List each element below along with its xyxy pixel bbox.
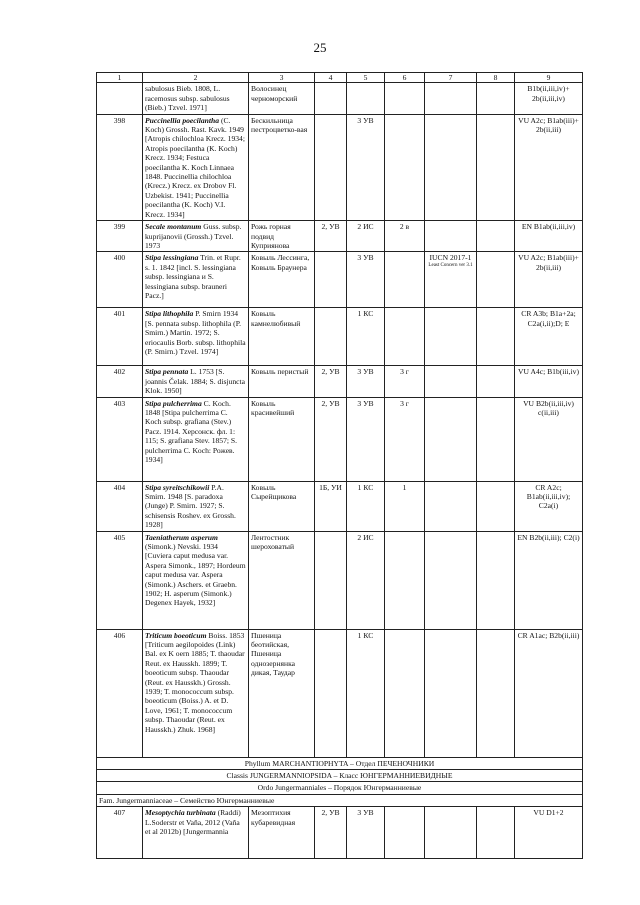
row-number: 404: [97, 481, 143, 531]
species-cell: [143, 308, 249, 366]
taxonomy-section-title: Ordo Jungermanniales – Порядок Юнгерманниевые: [97, 782, 583, 794]
taxonomy-section-row: [97, 757, 583, 769]
page-number: 25: [313, 40, 327, 55]
table-row: [97, 83, 583, 114]
status-c6: [385, 114, 425, 220]
status-c4: [315, 308, 347, 366]
status-c5: 1 КС: [347, 629, 385, 757]
table-row: [97, 481, 583, 531]
status-c7: [425, 397, 477, 481]
column-header: 3: [249, 73, 315, 83]
status-c7: [425, 366, 477, 397]
row-number: [97, 83, 143, 114]
species-name: Stipa pennata: [145, 367, 189, 377]
taxonomy-sections: [97, 757, 583, 807]
species-synonyms: (C. Koch) Grossh. Rast. Kavk. 1949 [Atropis chilochloa Krecz. 1934; Atropis poecilantha (K. Koch) Krecz. 1934; Festuca poecilantha K. Koch Linnaea 1848. Puccinellia chilochloa (Krecz.) Krecz. ex Drobov Fl. Uzbekist. 1941; Puccinellia poecilantha (K. Koch) V.I. Krecz. 1934]: [145, 115, 245, 219]
species-name: Mesoptychia turbinata: [145, 808, 216, 818]
status-c7: [425, 252, 477, 308]
status-c5: 1 КС: [347, 481, 385, 531]
status-c6: [385, 83, 425, 114]
status-c7: [425, 308, 477, 366]
row-number: 399: [97, 221, 143, 252]
iucn-category: Least Concern ver 3.1: [428, 262, 473, 268]
status-c8: [477, 252, 515, 308]
common-name: Волосинец черноморский: [249, 83, 315, 114]
iucn-criteria: VU A4c; B1b(iii,iv): [515, 366, 583, 397]
species-synonyms: Guss. subsp. kuprijanovii (Grossh.) Tzvel. 1973: [145, 222, 242, 250]
iucn-criteria: VU A2c; B1ab(iii)+ 2b(ii,iii): [515, 252, 583, 308]
species-cell: [143, 252, 249, 308]
taxonomy-section-row: [97, 782, 583, 794]
table-body-continued: [97, 807, 583, 859]
common-name: Ковыль красивейший: [249, 397, 315, 481]
status-c6: 3 г: [385, 366, 425, 397]
species-name: Secale montanum: [145, 222, 202, 232]
status-c7: [425, 221, 477, 252]
species-cell: [143, 481, 249, 531]
common-name: Ковыль Сырейщикова: [249, 481, 315, 531]
status-c5: [347, 83, 385, 114]
common-name: Ковыль Лессинга, Ковыль Браунера: [249, 252, 315, 308]
status-c5: 3 УВ: [347, 252, 385, 308]
species-cell: [143, 83, 249, 114]
status-c8: [477, 83, 515, 114]
iucn-status: IUCN 2017-1: [429, 253, 472, 263]
status-c4: 2, УВ: [315, 366, 347, 397]
species-name: Stipa lessingiana: [145, 253, 199, 263]
species-cell: [143, 807, 249, 859]
common-name: Ковыль перистый: [249, 366, 315, 397]
taxonomy-section-title: Fam. Jungermanniaceae – Семейство Юнгерманниевые: [97, 794, 583, 806]
status-c5: 3 УВ: [347, 397, 385, 481]
status-c8: [477, 308, 515, 366]
column-header: 7: [425, 73, 477, 83]
status-c6: [385, 807, 425, 859]
species-synonyms: (Raddi) L.Soderstr et Vaña, 2012 (Vaña et al 2012b) [Jungermannia: [145, 808, 241, 836]
common-name: Мезоптихия кубаревидная: [249, 807, 315, 859]
table-row: [97, 807, 583, 859]
table-row: [97, 252, 583, 308]
species-synonyms: Trin. et Rupr. s. 1. 1842 [incl. S. lessingiana subsp. lessingiana и S. lessingiana subsp. brauneri Pacz.]: [145, 253, 241, 300]
table-row: [97, 221, 583, 252]
column-header: 5: [347, 73, 385, 83]
status-c7: [425, 481, 477, 531]
iucn-criteria: EN B2b(ii,iii); C2(i): [515, 531, 583, 629]
taxonomy-section-row: [97, 769, 583, 781]
column-header: 1: [97, 73, 143, 83]
status-c5: 3 УВ: [347, 807, 385, 859]
status-c6: 1: [385, 481, 425, 531]
iucn-criteria: VU A2c; B1ab(iii)+ 2b(ii,iii): [515, 114, 583, 220]
status-c6: [385, 531, 425, 629]
status-c8: [477, 481, 515, 531]
species-synonyms: sabulosus Bieb. 1808, L. racemosus subsp. sabulosus (Bieb.) Tzvel. 1971]: [145, 84, 230, 113]
row-number: 401: [97, 308, 143, 366]
taxonomy-section-row: [97, 794, 583, 806]
species-name: Stipa pulcherrima: [145, 398, 202, 408]
column-header: 9: [515, 73, 583, 83]
iucn-criteria: CR A3b; B1a+2a; C2a(i,ii);D; E: [515, 308, 583, 366]
row-number: 398: [97, 114, 143, 220]
species-name: Triticum boeoticum: [145, 630, 207, 640]
common-name: Ковыль камнелюбивый: [249, 308, 315, 366]
common-name: Рожь горная подвид Куприянова: [249, 221, 315, 252]
species-name: Taeniatherum asperum: [145, 532, 218, 542]
iucn-criteria: CR A2c; B1ab(ii,iii,iv); C2a(i): [515, 481, 583, 531]
status-c8: [477, 366, 515, 397]
species-cell: [143, 114, 249, 220]
status-c6: [385, 252, 425, 308]
taxonomy-section-title: Phyllum MARCHANTIOPHYTA – Отдел ПЕЧЕНОЧНИКИ: [97, 757, 583, 769]
table-row: [97, 629, 583, 757]
status-c5: 3 УВ: [347, 114, 385, 220]
status-c5: 2 ИС: [347, 221, 385, 252]
status-c4: [315, 629, 347, 757]
species-synonyms: L. 1753 [S. joannis Čelak. 1884; S. disjuncta Klok. 1950]: [145, 367, 245, 396]
row-number: 406: [97, 629, 143, 757]
table-body: [97, 83, 583, 757]
status-c4: [315, 83, 347, 114]
status-c6: [385, 308, 425, 366]
row-number: 405: [97, 531, 143, 629]
status-c4: 2, УВ: [315, 221, 347, 252]
status-c6: [385, 629, 425, 757]
table-row: [97, 114, 583, 220]
status-c7: [425, 807, 477, 859]
red-book-table: [96, 72, 583, 859]
status-c8: [477, 221, 515, 252]
status-c4: 2, УВ: [315, 807, 347, 859]
status-c5: 3 УВ: [347, 366, 385, 397]
status-c5: 2 ИС: [347, 531, 385, 629]
column-header: 2: [143, 73, 249, 83]
row-number: 407: [97, 807, 143, 859]
species-synonyms: C. Koch. 1848 [Stipa pulcherrima C. Koch subsp. grafiana (Stev.) Pacz. 1914. Херсонск. фл. 1: 115; S. grafiana Stev. 1857; S. pulcherrima C. Koch: Рожев. 1934]: [145, 398, 238, 464]
species-name: Stipa syreitschikowii: [145, 482, 210, 492]
common-name: Пшеница беотийская, Пшеница однозернянка дикая, Таудар: [249, 629, 315, 757]
iucn-criteria: EN B1ab(ii,iii,iv): [515, 221, 583, 252]
status-c4: [315, 252, 347, 308]
species-cell: [143, 531, 249, 629]
column-header-row: [97, 73, 583, 83]
row-number: 402: [97, 366, 143, 397]
species-name: Puccinellia poecilantha: [145, 115, 220, 125]
status-c6: 3 г: [385, 397, 425, 481]
taxonomy-section-title: Classis JUNGERMANNIOPSIDA – Класс ЮНГЕРМАННИЕВИДНЫЕ: [97, 769, 583, 781]
status-c8: [477, 114, 515, 220]
status-c4: [315, 114, 347, 220]
row-number: 403: [97, 397, 143, 481]
species-synonyms: P.A. Smirn. 1948 [S. paradoxa (Junge) P. Smirn. 1927; S. schisensis Roshev. ex Grossh. 1928]: [145, 482, 236, 530]
species-name: Stipa lithophila: [145, 309, 194, 319]
column-header: 4: [315, 73, 347, 83]
species-cell: [143, 221, 249, 252]
table-row: [97, 397, 583, 481]
species-cell: [143, 629, 249, 757]
species-synonyms: (Simonk.) Nevski. 1934 [Cuviera caput medusa var. Aspera Simonk., 1897; Hordeum caput medusa var. Aspera (Simonk.) Aschers. et Graebn. 1902; H. asperum (Simonk.) Degenex Hayek, 1932]: [145, 541, 246, 608]
status-c4: 1Б, УИ: [315, 481, 347, 531]
common-name: Лентостник шероховатый: [249, 531, 315, 629]
iucn-criteria: VU D1+2: [515, 807, 583, 859]
status-c8: [477, 531, 515, 629]
status-c8: [477, 629, 515, 757]
status-c8: [477, 397, 515, 481]
iucn-criteria: CR A1ac; B2b(ii,iii): [515, 629, 583, 757]
species-synonyms: P. Smirn 1934 [S. pennata subsp. lithophila (P. Smirn.) Martin. 1972; S. eriocaulis Borb. subsp. lithophila (P. Smirn.) Tzvel. 1974]: [145, 309, 246, 356]
status-c7: [425, 629, 477, 757]
status-c7: [425, 114, 477, 220]
column-header: 8: [477, 73, 515, 83]
table-row: [97, 308, 583, 366]
table-row: [97, 366, 583, 397]
status-c7: [425, 531, 477, 629]
status-c4: [315, 531, 347, 629]
status-c5: 1 КС: [347, 308, 385, 366]
status-c6: 2 в: [385, 221, 425, 252]
species-synonyms: Boiss. 1853 [Triticum aegilopoides (Link) Bal. ex K oern 1885; T. thaoudar Reut. ex Hausskh. 1899; T. boeoticum subsp. Thaoudar (Reut. ex Hausskh.) Grossh. 1939; T. monococcum subsp. boeoticum (Boiss.) A. et D. Love, 1961; T. monococcum subsp. Thaoudar (Reut. ex Hausskh.) Zhuk. 1968]: [145, 630, 245, 734]
species-cell: [143, 397, 249, 481]
column-header: 6: [385, 73, 425, 83]
table-row: [97, 531, 583, 629]
common-name: Бескильница пестроцветко-вая: [249, 114, 315, 220]
status-c4: 2, УВ: [315, 397, 347, 481]
row-number: 400: [97, 252, 143, 308]
species-cell: [143, 366, 249, 397]
status-c8: [477, 807, 515, 859]
iucn-criteria: B1b(ii,iii,iv)+ 2b(ii,iii,iv): [515, 83, 583, 114]
status-c7: [425, 83, 477, 114]
iucn-criteria: VU B2b(ii,iii,iv) c(ii,iii): [515, 397, 583, 481]
